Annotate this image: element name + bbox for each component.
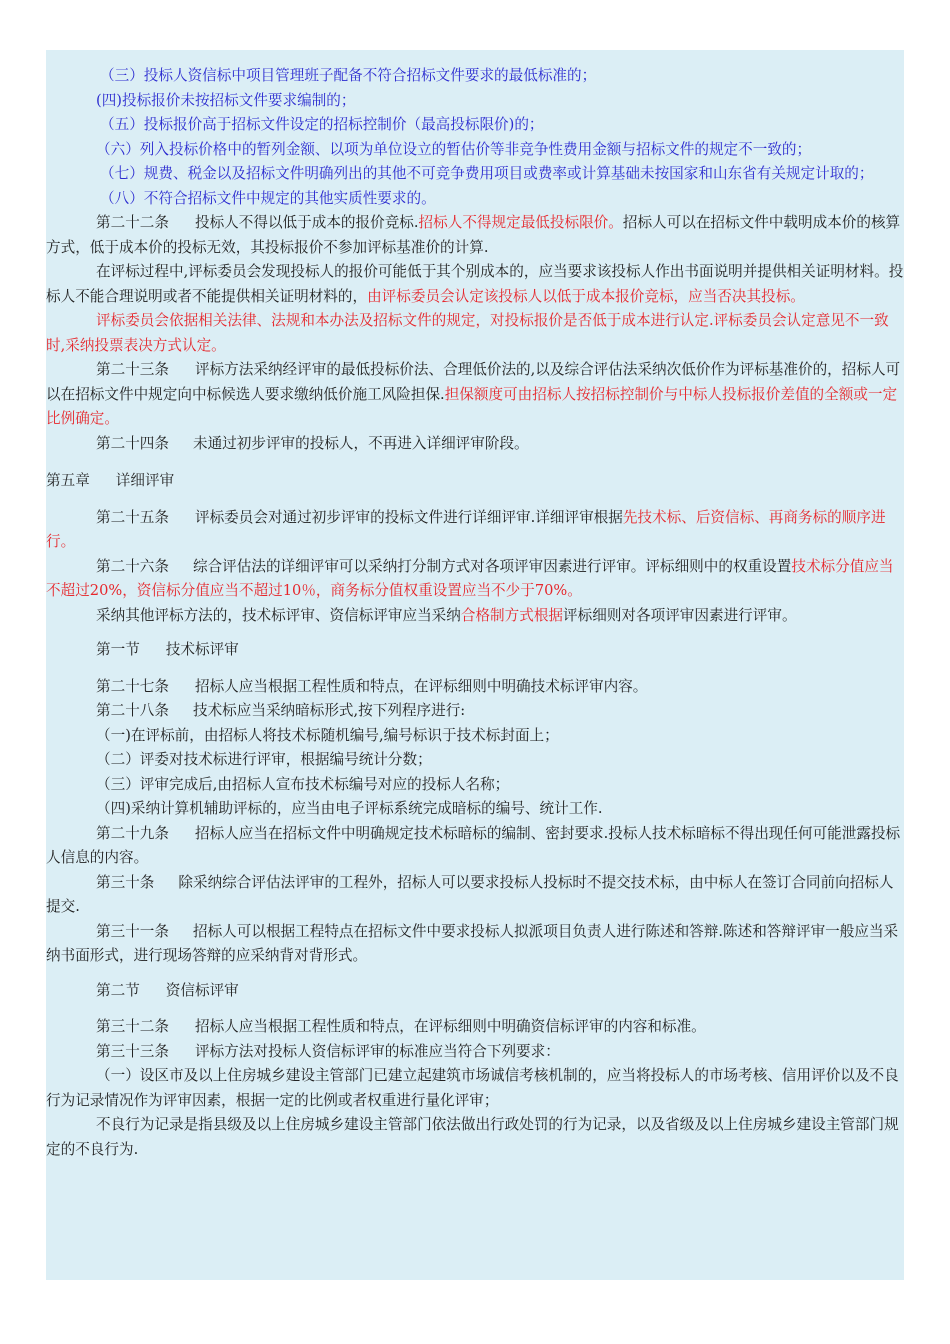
article-text: 投标人不得以低于成本的报价竞标. [194, 214, 419, 231]
paragraph-text: 评标细则对各项评审因素进行评审。 [563, 606, 797, 624]
chapter-heading [46, 469, 904, 494]
procedure-item-4: （四)采纳计算机辅助评标的，应当由电子评标系统完成暗标的编号、统计工作. [96, 800, 603, 817]
chapter-title: 详细评审 [115, 472, 175, 489]
article-text: 招标人应当根据工程性质和特点，在评标细则中明确技术标评审内容。 [194, 677, 648, 695]
article-30 [46, 871, 904, 920]
section-title: 技术标评审 [165, 641, 239, 658]
article-number: 第二十二条 [96, 214, 169, 231]
section-title: 资信标评审 [165, 981, 239, 999]
article-text: 综合评估法的详细评审可以采纳打分制方式对各项评审因素进行评审。评标细则中的权重设置 [192, 557, 792, 575]
article-text: 除采纳综合评估法评审的工程外，招标人可以要求投标人投标时不提交技术标，由中标人在签订合同前向招标人提交. [46, 873, 894, 915]
clause-item-7: （七）规费、税金以及招标文件明确列出的其他不可竞争费用项目或费率或计算基础未按国家和山东省有关规定计取的； [100, 165, 874, 182]
paragraph-highlight: 由评标委员会认定该投标人以低于成本报价竞标，应当否决其投标。 [367, 287, 805, 305]
chapter-number: 第五章 [46, 472, 90, 489]
article-27 [46, 675, 904, 700]
article-text: 评标方法采纳经评审的最低投标价法、合理低价法的,以及综合评估法采纳次低价作为评标基准价的，招标人可以在招标文件中规定向中标候选人要求缴纳低价施工风险担保. [46, 361, 901, 403]
article-28 [46, 699, 904, 724]
section-number: 第一节 [96, 641, 140, 658]
paragraph-bad-records: 不良行为记录是指县级及以上住房城乡建设主管部门依法做出行政处罚的行为记录，以及省级及以上住房城乡建设主管部门规定的不良行为. [46, 1116, 899, 1158]
article-highlight: 招标人不得规定最低投标限价。 [418, 214, 623, 231]
article-32 [46, 1015, 904, 1040]
article-number: 第二十四条 [96, 434, 169, 452]
paragraph-text: 采纳其他评标方法的，技术标评审、资信标评审应当采纳 [96, 606, 461, 624]
article-text: 招标人应当根据工程性质和特点，在评标细则中明确资信标评审的内容和标准。 [194, 1018, 706, 1035]
article-25 [46, 506, 904, 555]
article-highlight: 担保额度可由招标人按招标控制价与中标人投标报价差值的全额或一定比例确定。 [46, 385, 898, 427]
article-23 [46, 358, 904, 432]
clause-item-8: （八）不符合招标文件中规定的其他实质性要求的。 [100, 189, 436, 207]
article-number: 第三十三条 [96, 1042, 169, 1060]
procedure-item-2: （二）评委对技术标进行评审，根据编号统计分数； [96, 751, 432, 768]
article-29 [46, 822, 904, 871]
clause-item-5: （五）投标报价高于招标文件设定的招标控制价（最高投标限价)的； [100, 116, 544, 133]
section-number: 第二节 [96, 981, 140, 999]
section-heading-2 [46, 979, 904, 1004]
article-text: 招标人应当在招标文件中明确规定技术标暗标的编制、密封要求.投标人技术标暗标不得出现任何可能泄露投标人信息的内容。 [46, 824, 901, 866]
clause-item-3: （三）投标人资信标中项目管理班子配备不符合招标文件要求的最低标准的； [100, 67, 597, 84]
article-text: 评标方法对投标人资信标评审的标准应当符合下列要求： [194, 1042, 560, 1060]
paragraph-text: 在评标过程中,评标委员会发现投标人的报价可能低于其个别成本的，应当要求该投标人作出书面说明并提供相关证明材料。投标人不能合理说明或者不能提供相关证明材料的， [46, 263, 904, 305]
article-text: 技术标应当采纳暗标形式,按下列程序进行: [192, 702, 466, 719]
article-text: 评标委员会对通过初步评审的投标文件进行详细评审.详细评审根据 [194, 508, 623, 526]
article-number: 第三十二条 [96, 1018, 169, 1035]
article-number: 第二十九条 [96, 824, 169, 842]
section-heading-1 [46, 638, 904, 663]
paragraph-review-determination: 评标委员会依据相关法律、法规和本办法及招标文件的规定，对投标报价是否低于成本进行认定.评标委员会认定意见不一致时,采纳投票表决方式认定。 [46, 312, 889, 354]
requirement-item-1: （一）设区市及以上住房城乡建设主管部门已建立起建筑市场诚信考核机制的，应当将投标人的市场考核、信用评价以及不良行为记录情况作为评审因素，根据一定的比例或者权重进行量化评审； [46, 1067, 899, 1109]
document-page [46, 50, 904, 1280]
article-number: 第二十八条 [96, 702, 169, 719]
article-number: 第二十五条 [96, 508, 169, 526]
paragraph-review-low-price [46, 260, 904, 309]
article-text: 招标人可以根据工程特点在招标文件中要求投标人拟派项目负责人进行陈述和答辩.陈述和答辩评审一般应当采纳书面形式，进行现场答辩的应采纳背对背形式。 [46, 922, 899, 964]
article-text: 未通过初步评审的投标人，不再进入详细评审阶段。 [192, 434, 529, 452]
clause-item-4: (四)投标报价未按招标文件要求编制的； [96, 91, 356, 109]
paragraph-highlight: 合格制方式根据 [460, 606, 564, 624]
article-number: 第二十六条 [96, 557, 169, 575]
article-number: 第二十三条 [96, 361, 169, 378]
paragraph-other-methods [46, 604, 904, 629]
clause-item-6: （六）列入投标价格中的暂列金额、以项为单位设立的暂估价等非竞争性费用金额与招标文件的规定不一致的； [96, 140, 812, 158]
article-31 [46, 920, 904, 969]
procedure-item-1: （一)在评标前，由招标人将技术标随机编号,编号标识于技术标封面上； [96, 726, 559, 744]
article-highlight: 先技术标、后资信标、再商务标的顺序进行。 [46, 508, 886, 550]
article-number: 第二十七条 [96, 677, 169, 695]
article-22 [46, 211, 904, 260]
article-33 [46, 1040, 904, 1065]
article-26 [46, 555, 904, 604]
article-text: 招标人可以在招标文件中载明成本价的核算方式，低于成本价的投标无效，其投标报价不参加评标基准价的计算. [46, 214, 901, 256]
article-number: 第三十条 [96, 873, 155, 891]
procedure-item-3: （三）评审完成后,由招标人宣布技术标编号对应的投标人名称； [96, 775, 510, 793]
article-24 [46, 432, 904, 457]
article-number: 第三十一条 [96, 922, 169, 940]
article-highlight: 技术标分值应当不超过20%，资信标分值应当不超过10％，商务标分值权重设置应当不少于70%。 [46, 557, 894, 599]
